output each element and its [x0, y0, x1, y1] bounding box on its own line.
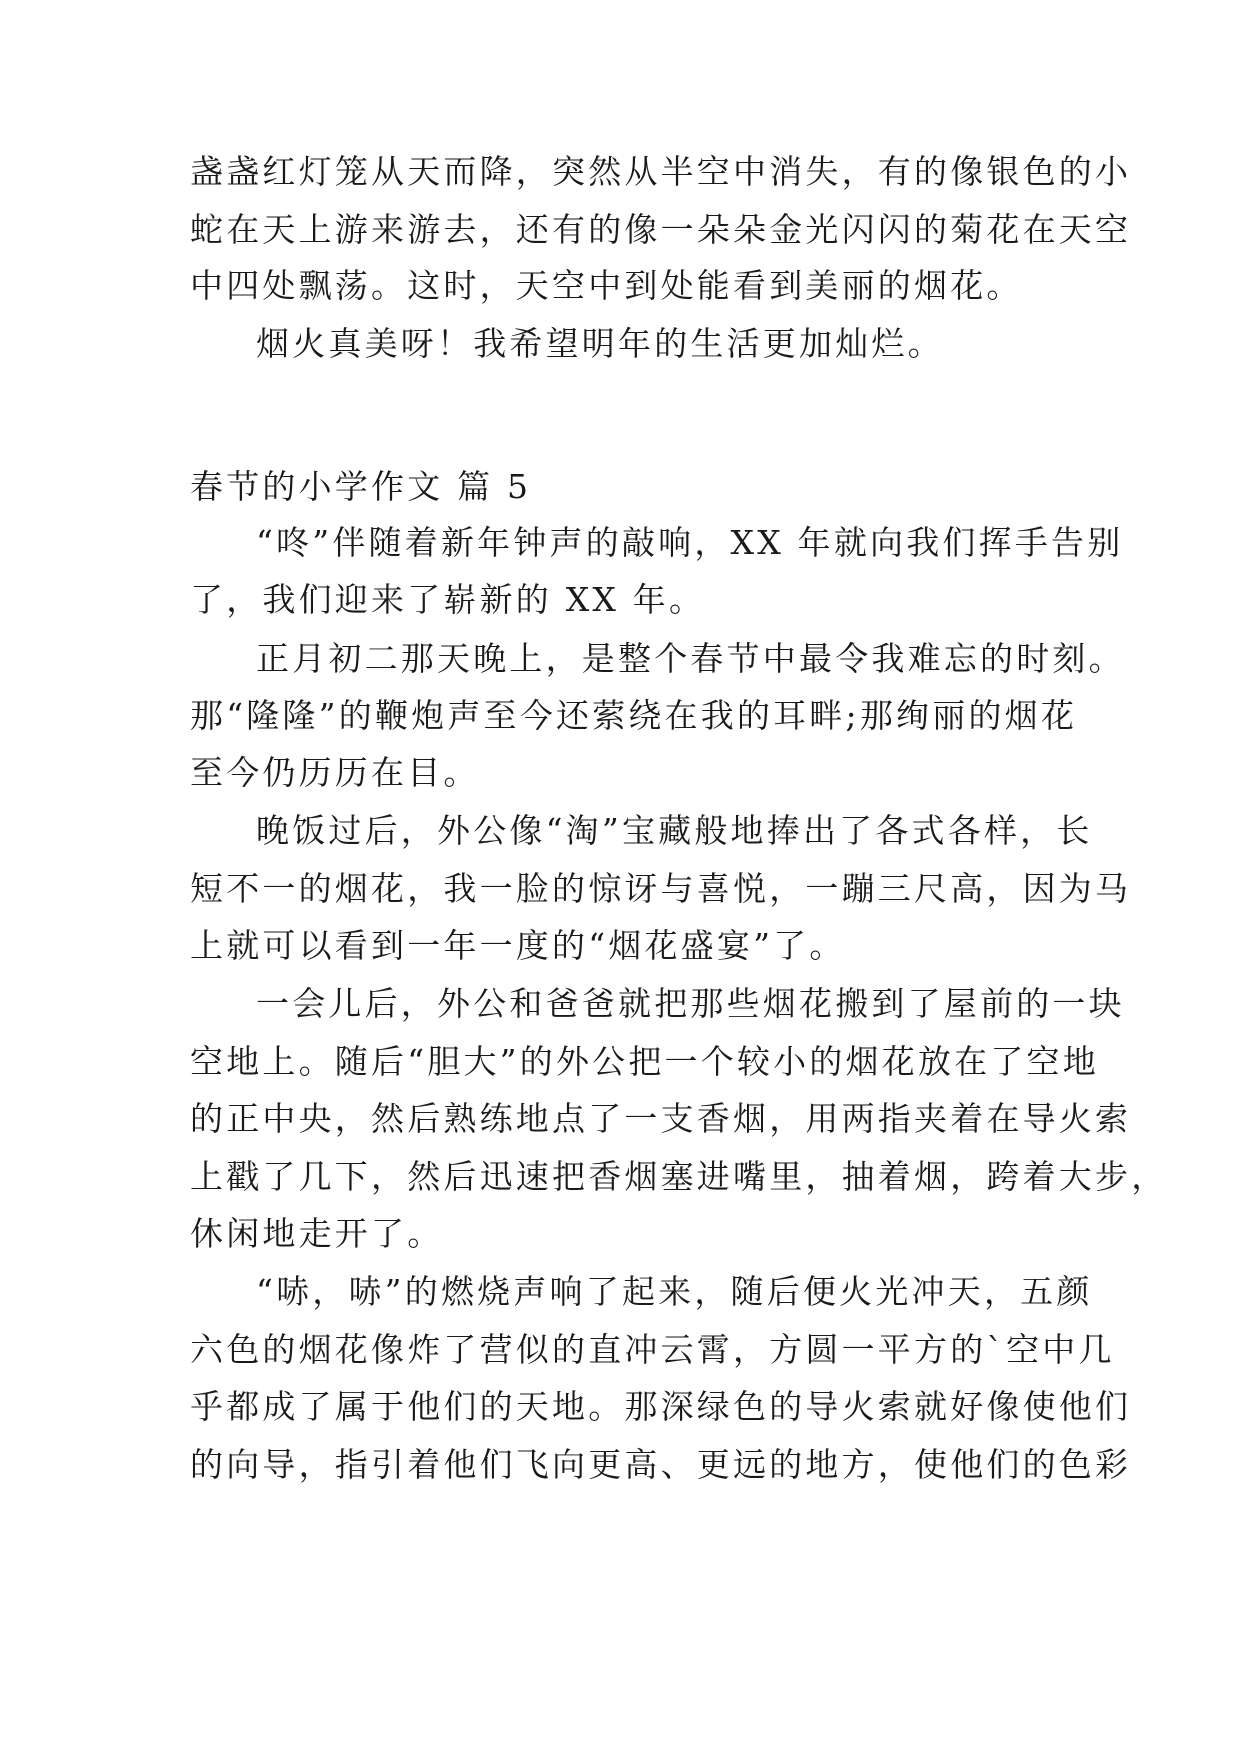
paragraph-line: “哧，哧”的燃烧声响了起来，随后便火光冲天，五颜	[256, 1272, 1093, 1311]
section-heading: 春节的小学作文 篇 5	[190, 467, 532, 506]
paragraph-line: 正月初二那天晚上，是整个春节中最令我难忘的时刻。	[256, 639, 1125, 678]
paragraph-line: 乎都成了属于他们的天地。那深绿色的导火索就好像使他们	[190, 1387, 1132, 1426]
paragraph-line: 上戳了几下，然后迅速把香烟塞进嘴里，抽着烟，跨着大步，	[190, 1157, 1168, 1196]
paragraph-line: 那“隆隆”的鞭炮声至今还萦绕在我的耳畔;那绚丽的烟花	[190, 696, 1078, 735]
paragraph-line: “咚”伴随着新年钟声的敲响，XX 年就向我们挥手告别	[256, 523, 1124, 562]
paragraph-line: 短不一的烟花，我一脸的惊讶与喜悦，一蹦三尺高，因为马	[190, 869, 1132, 908]
paragraph-line: 盏盏红灯笼从天而降，突然从半空中消失，有的像银色的小	[190, 152, 1132, 191]
paragraph-line: 六色的烟花像炸了营似的直冲云霄，方圆一平方的`空中几	[190, 1330, 1115, 1369]
paragraph-line: 中四处飘荡。这时，天空中到处能看到美丽的烟花。	[190, 266, 1023, 305]
paragraph-line: 晚饭过后，外公像“淘”宝藏般地捧出了各式各样，长	[256, 811, 1093, 850]
paragraph-line: 蛇在天上游来游去，还有的像一朵朵金光闪闪的菊花在天空	[190, 210, 1132, 249]
paragraph-line: 空地上。随后“胆大”的外公把一个较小的烟花放在了空地	[190, 1042, 1099, 1081]
paragraph-line: 上就可以看到一年一度的“烟花盛宴”了。	[190, 926, 846, 965]
paragraph-line: 了，我们迎来了崭新的 XX 年。	[190, 580, 706, 619]
paragraph-line: 休闲地走开了。	[190, 1214, 444, 1253]
paragraph-line: 至今仍历历在目。	[190, 753, 480, 792]
paragraph-line: 的向导，指引着他们飞向更高、更远的地方，使他们的色彩	[190, 1445, 1132, 1484]
paragraph-line: 一会儿后，外公和爸爸就把那些烟花搬到了屋前的一块	[256, 984, 1125, 1023]
paragraph-line: 烟火真美呀！我希望明年的生活更加灿烂。	[256, 324, 944, 363]
paragraph-line: 的正中央，然后熟练地点了一支香烟，用两指夹着在导火索	[190, 1099, 1132, 1138]
